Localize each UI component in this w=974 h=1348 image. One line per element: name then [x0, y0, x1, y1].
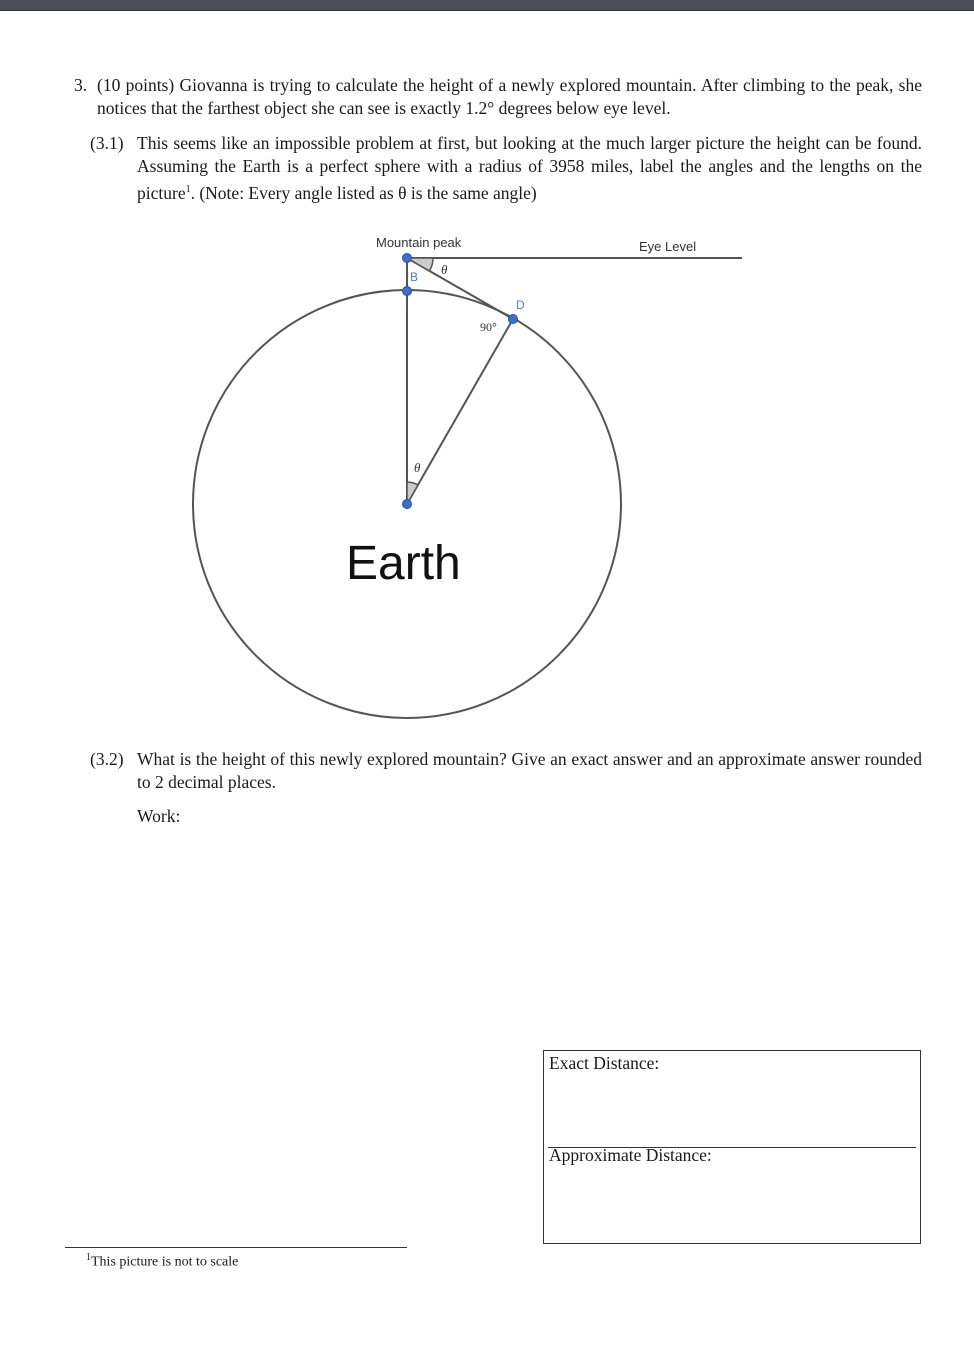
part-3-2-text: What is the height of this newly explored mountain? Give an exact answer and an approximate answer rounded to 2 decimal places.: [137, 749, 922, 792]
point-d: [509, 315, 518, 324]
earth-label: Earth: [346, 537, 461, 590]
radius-to-d: [407, 319, 513, 504]
point-b: [403, 287, 412, 296]
footnote-rule: [65, 1247, 407, 1248]
point-b-label: B: [410, 270, 419, 284]
theta-center-label: θ: [414, 460, 421, 475]
right-angle-label: 90°: [480, 320, 497, 334]
theta-top-label: θ: [441, 262, 448, 277]
exact-distance-label: Exact Distance:: [549, 1053, 660, 1073]
footnote-mark-ref: 1: [185, 184, 191, 195]
problem-statement: (10 points) Giovanna is trying to calculate the height of a newly explored mountain. After climbing to the peak, she notices that the farthest object she can see is exactly 1.2° degrees below eye level.: [97, 75, 922, 118]
part-3-2: [90, 748, 922, 794]
part-3-1-text-note: . (Note: Every angle listed as θ is the same angle): [190, 182, 537, 203]
approximate-distance-label: Approximate Distance:: [549, 1145, 712, 1165]
eye-level-label: Eye Level: [639, 239, 697, 254]
earth-center-point: [403, 500, 412, 509]
answer-box: [543, 1050, 921, 1244]
footnote-text: This picture is not to scale: [91, 1254, 239, 1270]
mountain-peak-point: [403, 254, 412, 263]
mountain-peak-label: Mountain peak: [376, 235, 462, 250]
part-3-1-text-main: This seems like an impossible problem at first, but looking at the much larger picture the height can be found. Assuming the Earth is a perfect sphere with a radius of 3958 miles, label the angles and the lengths on the picture: [137, 133, 922, 203]
part-3-2-label: (3.2): [90, 749, 124, 769]
part-3-1-label: (3.1): [90, 133, 124, 153]
work-label: Work:: [137, 806, 181, 826]
footnote-mark: 1: [86, 1252, 91, 1263]
problem-number: 3.: [74, 75, 88, 95]
point-d-label: D: [516, 298, 525, 312]
footnote: [86, 1252, 238, 1271]
